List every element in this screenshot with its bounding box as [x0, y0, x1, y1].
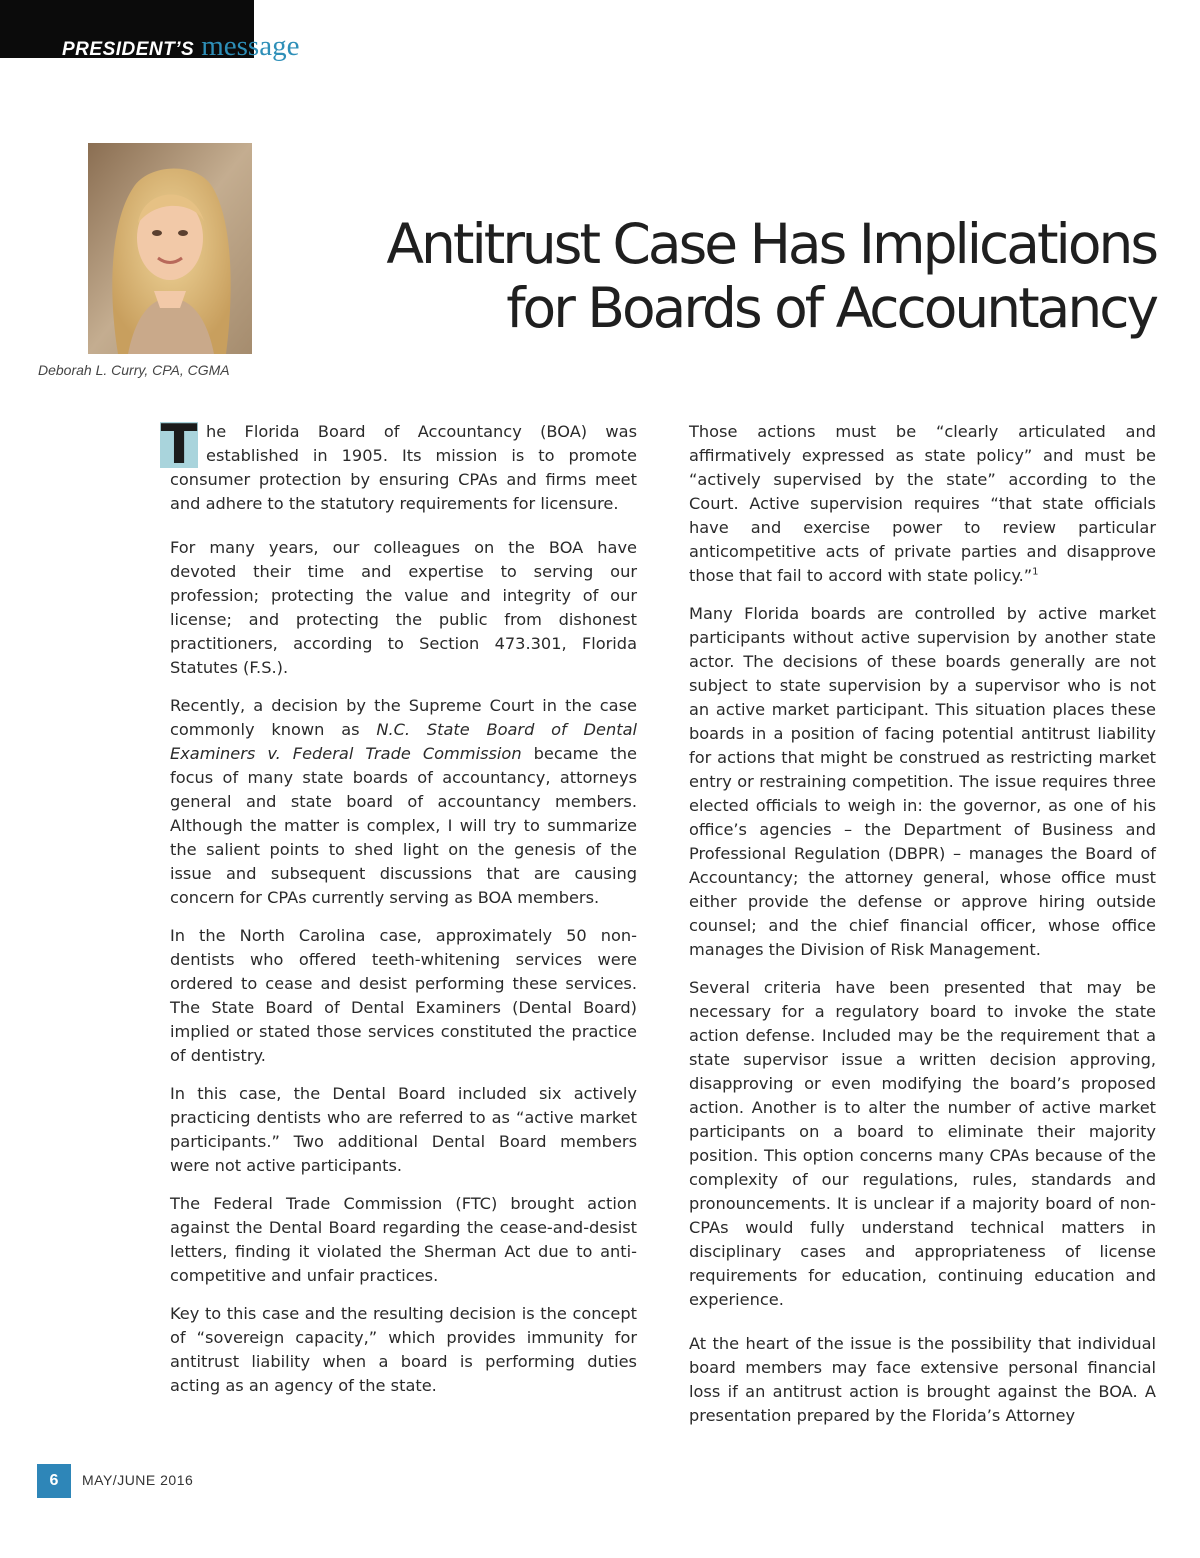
paragraph: Key to this case and the resulting decision is the concept of “sovereign capacity,” which provides immunity for antitrust liability when a board is performing duties acting as an agency of the state.: [170, 1304, 637, 1395]
paragraph: Those actions must be “clearly articulated and affirmatively expressed as state policy” and must be “actively supervised by the state” according to the Court. Active supervision requires “that state officials have and exercise power to review particular anticompetitive acts of private parties and disapprove those that fail to accord with state policy.”$^1$: [689, 422, 1156, 585]
paragraph: In this case, the Dental Board included six actively practicing dentists who are referred to as “active market participants.” Two additional Dental Board members were not active participants.: [170, 1084, 637, 1175]
footnote-marker: 1: [1032, 566, 1039, 578]
author-caption: Deborah L. Curry, CPA, CGMA: [38, 362, 230, 378]
page-number: 6: [37, 1464, 71, 1498]
article-column-right: [689, 420, 1156, 1442]
paragraph: At the heart of the issue is the possibility that individual board members may face extensive personal financial loss if an antitrust action is brought against the BOA. A presentation prepared by the Florida’s Attorney: [689, 1334, 1156, 1425]
paragraph: Recently, a decision by the Supreme Court in the case commonly known as N.C. State Board of Dental Examiners v. Federal Trade Commission became the focus of many state boards of accountancy, attorneys general and state board of accountancy members. Although the matter is complex, I will try to summarize the salient points to shed light on the genesis of the issue and subsequent discussions that are causing concern for CPAs currently serving as BOA members.: [170, 696, 637, 907]
drop-cap: T: [160, 413, 198, 476]
title-line-2: for Boards of Accountancy: [506, 276, 1156, 340]
paragraph: In the North Carolina case, approximately 50 non-dentists who offered teeth-whitening services were ordered to cease and desist performing these services. The State Board of Dental Examiners (Dental Board) implied or stated those services constituted the practice of dentistry.: [170, 926, 637, 1065]
issue-date: MAY/JUNE 2016: [82, 1472, 194, 1488]
title-line-1: Antitrust Case Has Implications: [386, 212, 1156, 276]
author-photo: [88, 143, 252, 354]
paragraph: For many years, our colleagues on the BOA have devoted their time and expertise to serving our profession; protecting the value and integrity of our license; and protecting the public from dishonest practitioners, according to Section 473.301, Florida Statutes (F.S.).: [170, 538, 637, 677]
case-name: N.C. State Board of Dental Examiners v. Federal Trade Commission: [170, 720, 637, 763]
paragraph: T he Florida Board of Accountancy (BOA) was established in 1905. Its mission is to promote consumer protection by ensuring CPAs and firms meet and adhere to the statutory requirements for licensure.: [160, 413, 637, 513]
article-column-left: [160, 413, 637, 1412]
section-label-bold: PRESIDENT’S: [62, 39, 195, 60]
section-label-light: message: [201, 30, 300, 62]
paragraph: The Federal Trade Commission (FTC) brought action against the Dental Board regarding the cease-and-desist letters, finding it violated the Sherman Act due to anti-competitive and unfair practices.: [170, 1194, 637, 1285]
article-title: [386, 212, 1156, 340]
section-label: [62, 30, 299, 60]
paragraph: Several criteria have been presented that may be necessary for a regulatory board to invoke the state action defense. Included may be the requirement that a state supervisor issue a written decision approving, disapproving or even modifying the board’s proposed action. Another is to alter the number of active market participants on a board to eliminate their majority position. This option concerns many CPAs because of the complexity of our regulations, rules, standards and pronouncements. It is unclear if a majority board of non-CPAs would fully understand technical matters in disciplinary cases and appropriateness of license requirements for education, continuing education and experience.: [689, 978, 1156, 1309]
paragraph: Many Florida boards are controlled by active market participants without active supervision by another state actor. The decisions of these boards generally are not subject to state supervision by a supervisor who is not an active market participant. This situation places these boards in a position of facing potential antitrust liability for actions that might be construed as restricting market entry or restraining competition. The issue requires three elected officials to weigh in: the governor, as one of his office’s agencies – the Department of Business and Professional Regulation (DBPR) – manages the Board of Accountancy; the attorney general, whose office must either provide the defense or approve hiring outside counsel; and the chief financial officer, whose office manages the Division of Risk Management.: [689, 604, 1156, 959]
